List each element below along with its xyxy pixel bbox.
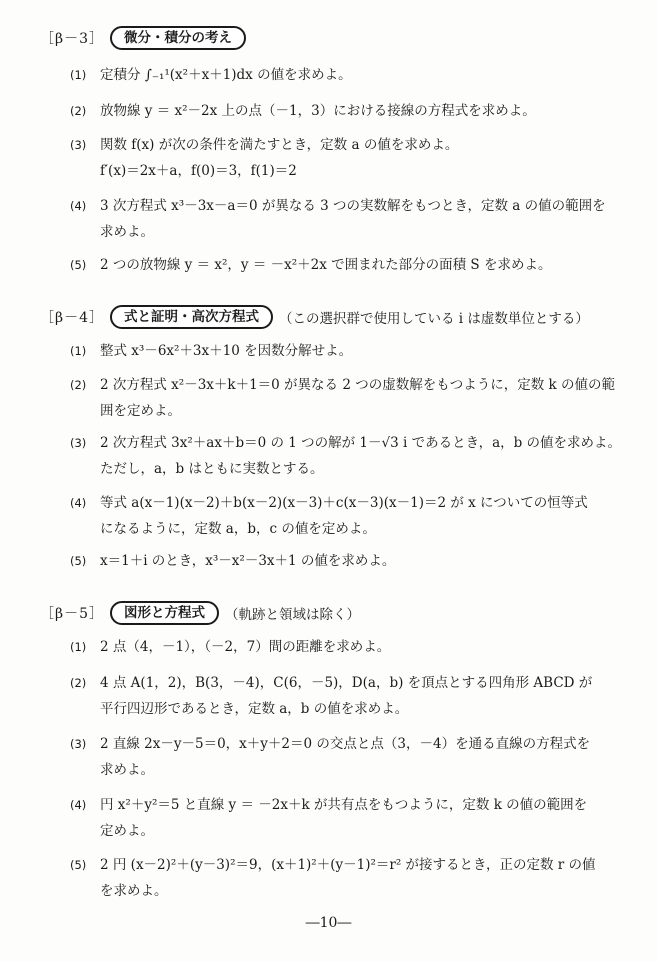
problem-b3-1: (1) 定積分 ∫₋₁¹(x²＋x＋1)dx の値を求めよ。: [70, 67, 352, 83]
problem-b3-5: (5) 2 つの放物線 y ＝ x²，y ＝ －x²＋2x で囲まれた部分の面積 S を求めよ。: [70, 257, 552, 273]
section-header-b4: [40, 305, 589, 329]
problem-b4-3: (3) 2 次方程式 3x²＋ax＋b＝0 の 1 つの解が 1－√3 i であるとき，a，b の値を求めよ。 ただし，a，b はともに実数とする。: [70, 435, 622, 477]
section-title: 微分・積分の考え: [110, 26, 246, 50]
problem-b3-3: (3) 関数 f(x) が次の条件を満たすとき，定数 a の値を求めよ。 f′(x)＝2x＋a，f(0)＝3，f(1)＝2: [70, 137, 459, 179]
problem-b5-4: (4) 円 x²＋y²＝5 と直線 y ＝ －2x＋k が共有点をもつように，定数 k の値の範囲を 定めよ。: [70, 797, 588, 839]
section-code: ［β－5］: [40, 606, 105, 622]
problem-b4-5: (5) x＝1＋i のとき，x³－x²－3x＋1 の値を求めよ。: [70, 553, 396, 569]
section-code: ［β－3］: [40, 31, 105, 47]
section-title: 式と証明・高次方程式: [110, 305, 273, 329]
section-header-b5: [40, 601, 360, 625]
section-code: ［β－4］: [40, 310, 105, 326]
problem-b5-1: (1) 2 点（4，－1），（－2，7）間の距離を求めよ。: [70, 639, 391, 655]
problem-b5-3: (3) 2 直線 2x－y－5＝0，x＋y＋2＝0 の交点と点（3，－4）を通る直線の方程式を 求めよ。: [70, 736, 591, 778]
section-header-b3: [40, 26, 246, 50]
problem-b3-2: (2) 放物線 y ＝ x²－2x 上の点（－1，3）における接線の方程式を求めよ。: [70, 103, 536, 119]
problem-b4-2: (2) 2 次方程式 x²－3x＋k＋1＝0 が異なる 2 つの虚数解をもつように，定数 k の値の範 囲を定めよ。: [70, 377, 615, 419]
problem-b3-4: (4) 3 次方程式 x³－3x－a＝0 が異なる 3 つの実数解をもつとき，定数 a の値の範囲を 求めよ。: [70, 198, 606, 240]
problem-b4-1: (1) 整式 x³－6x²＋3x＋10 を因数分解せよ。: [70, 343, 353, 359]
problem-b5-5: (5) 2 円 (x－2)²＋(y－3)²＝9，(x＋1)²＋(y－1)²＝r² が接するとき，正の定数 r の値 を求めよ。: [70, 857, 596, 899]
problem-b5-2: (2) 4 点 A(1，2)，B(3，－4)，C(6，－5)，D(a，b) を頂点とする四角形 ABCD が 平行四辺形であるとき，定数 a，b の値を求めよ。: [70, 675, 593, 717]
problem-b4-4: (4) 等式 a(x－1)(x－2)＋b(x－2)(x－3)＋c(x－3)(x－1)＝2 が x についての恒等式 になるように，定数 a，b，c の値を定めよ。: [70, 495, 588, 537]
section-title: 図形と方程式: [110, 601, 219, 625]
section-note: （軌跡と領域は除く）: [225, 607, 361, 623]
section-note: （この選択群で使用している i は虚数単位とする）: [279, 311, 589, 327]
page-number: ―10―: [305, 915, 352, 931]
